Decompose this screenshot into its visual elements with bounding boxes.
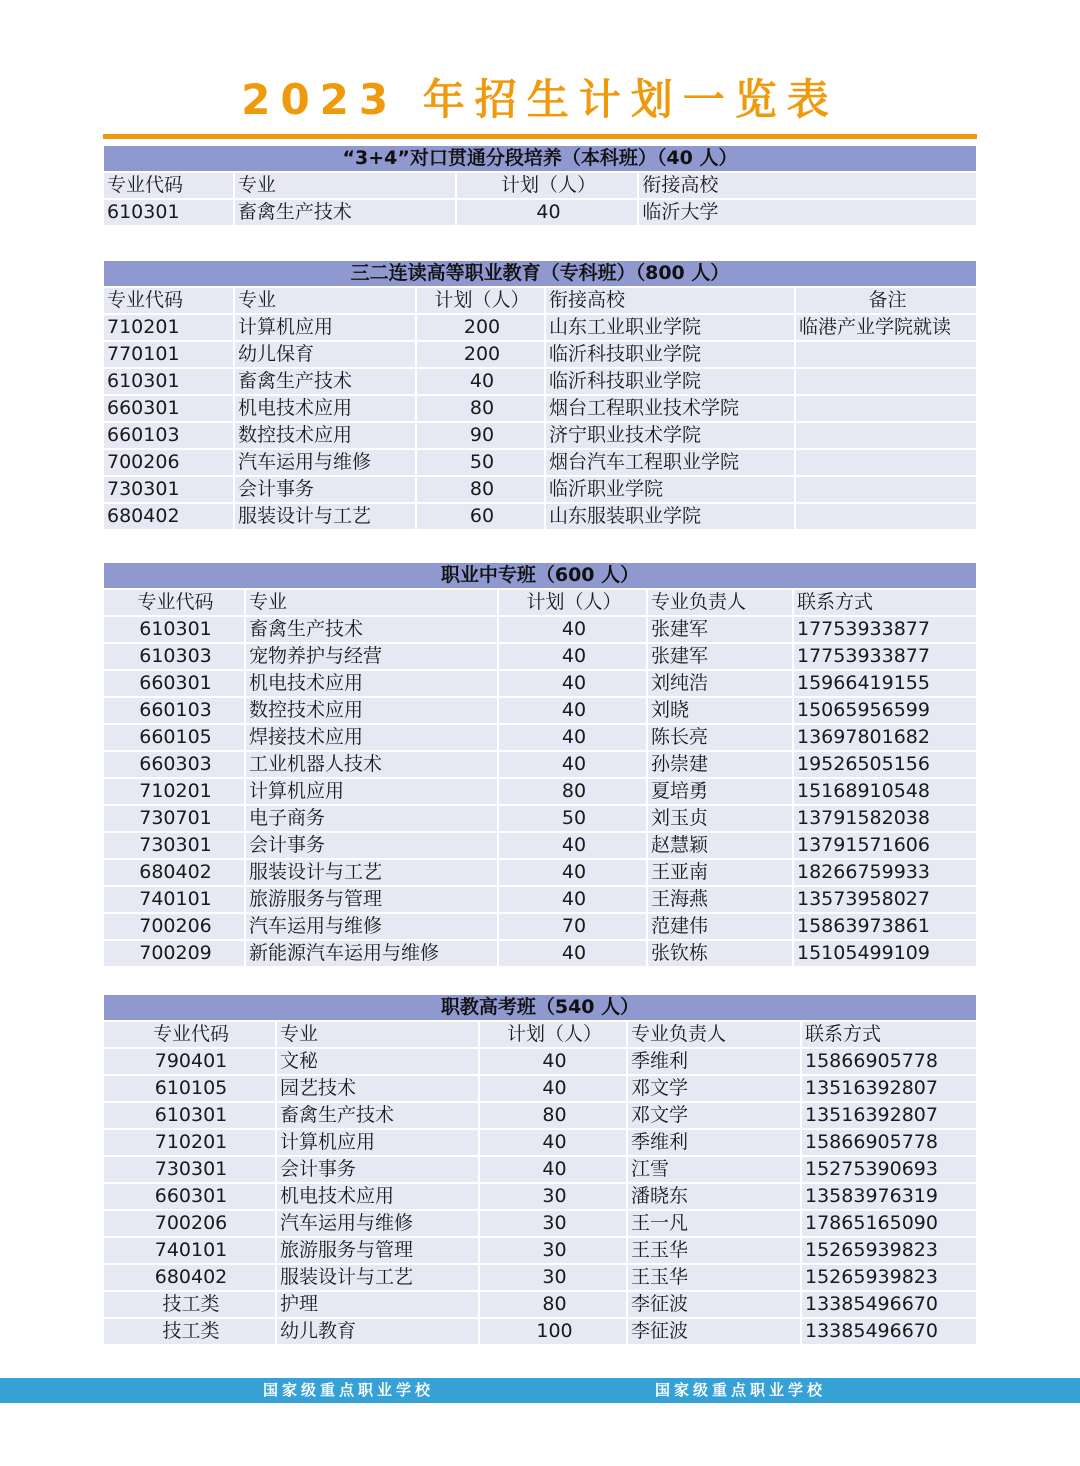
table-cell: 700206: [104, 1211, 275, 1236]
table-cell: 680402: [104, 860, 244, 885]
table-cell: 临港产业学院就读: [796, 315, 976, 340]
table-cell: 张建军: [648, 644, 792, 669]
table-cell: 临沂科技职业学院: [546, 369, 794, 394]
table-cell: 汽车运用与维修: [277, 1211, 478, 1236]
table-cell: 护理: [277, 1292, 478, 1317]
table-row: [104, 1157, 976, 1182]
table-cell: 660303: [104, 752, 244, 777]
table-cell: 电子商务: [246, 806, 497, 831]
table-row: [104, 887, 976, 912]
table-row: [104, 200, 976, 225]
table-cell: 610301: [104, 369, 233, 394]
table-cell: 季维利: [628, 1049, 800, 1074]
column-header: 专业代码: [104, 173, 233, 198]
table-cell: 710201: [104, 779, 244, 804]
table-cell: 770101: [104, 342, 233, 367]
table-cell: 17753933877: [794, 617, 976, 642]
table-cell: 50: [499, 806, 646, 831]
table-cell: [796, 342, 976, 367]
table-cell: 40: [480, 1076, 626, 1101]
table-row: [104, 833, 976, 858]
column-header: 专业: [235, 173, 455, 198]
table-cell: 40: [417, 369, 544, 394]
table-cell: 临沂职业学院: [546, 477, 794, 502]
column-header: 专业: [277, 1022, 478, 1047]
table-row: [104, 1103, 976, 1128]
table-cell: 15105499109: [794, 941, 976, 966]
section-heading: 职教高考班（540 人）: [104, 995, 976, 1020]
table-cell: 660103: [104, 423, 233, 448]
table-row: [104, 1130, 976, 1155]
table-cell: 服装设计与工艺: [246, 860, 497, 885]
table-row: [104, 752, 976, 777]
column-header: 计划（人）: [499, 590, 646, 615]
table-cell: 13573958027: [794, 887, 976, 912]
table-cell: 畜禽生产技术: [246, 617, 497, 642]
table-cell: 17753933877: [794, 644, 976, 669]
table-cell: 660103: [104, 698, 244, 723]
column-header: 专业代码: [104, 590, 244, 615]
table-cell: 660301: [104, 1184, 275, 1209]
table-cell: 计算机应用: [277, 1130, 478, 1155]
table-cell: 40: [499, 698, 646, 723]
table-row: [104, 725, 976, 750]
table-cell: 15966419155: [794, 671, 976, 696]
table-cell: 13385496670: [802, 1319, 976, 1344]
table-cell: 610303: [104, 644, 244, 669]
table-cell: 40: [499, 644, 646, 669]
table-cell: [796, 423, 976, 448]
table-cell: 730301: [104, 1157, 275, 1182]
section-heading: 三二连读高等职业教育（专科班）（800 人）: [104, 261, 976, 286]
table-cell: 会计事务: [235, 477, 415, 502]
table-cell: 技工类: [104, 1292, 275, 1317]
table-vocational-exam: [104, 995, 976, 1344]
table-cell: 畜禽生产技术: [235, 369, 415, 394]
table-cell: 40: [499, 860, 646, 885]
table-row: [104, 369, 976, 394]
table-cell: 潘晓东: [628, 1184, 800, 1209]
table-cell: 80: [480, 1103, 626, 1128]
table-cell: 200: [417, 315, 544, 340]
table-cell: 80: [417, 477, 544, 502]
column-header: 计划（人）: [480, 1022, 626, 1047]
column-header: 计划（人）: [417, 288, 544, 313]
table-cell: 文秘: [277, 1049, 478, 1074]
table-row: [104, 914, 976, 939]
table-cell: 200: [417, 342, 544, 367]
table-cell: 焊接技术应用: [246, 725, 497, 750]
table-cell: 王一凡: [628, 1211, 800, 1236]
table-row: [104, 860, 976, 885]
table-cell: 40: [499, 671, 646, 696]
table-row: [104, 806, 976, 831]
table-cell: 江雪: [628, 1157, 800, 1182]
table-cell: 服装设计与工艺: [277, 1265, 478, 1290]
table-cell: 幼儿保育: [235, 342, 415, 367]
table-cell: [796, 450, 976, 475]
table-cell: 90: [417, 423, 544, 448]
table-cell: 610301: [104, 617, 244, 642]
table-row: [104, 644, 976, 669]
table-cell: 610301: [104, 200, 233, 225]
table-cell: 计算机应用: [246, 779, 497, 804]
table-cell: 张钦栋: [648, 941, 792, 966]
table-cell: 王亚南: [648, 860, 792, 885]
table-cell: 15866905778: [802, 1049, 976, 1074]
table-row: [104, 1211, 976, 1236]
table-cell: 610301: [104, 1103, 275, 1128]
table-cell: 范建伟: [648, 914, 792, 939]
table-row: [104, 1076, 976, 1101]
table-cell: [796, 477, 976, 502]
table-cell: 790401: [104, 1049, 275, 1074]
table-cell: 技工类: [104, 1319, 275, 1344]
table-cell: [796, 396, 976, 421]
table-cell: 汽车运用与维修: [235, 450, 415, 475]
table-row: [104, 504, 976, 529]
table-cell: 山东工业职业学院: [546, 315, 794, 340]
table-cell: 13516392807: [802, 1076, 976, 1101]
column-header: 专业负责人: [628, 1022, 800, 1047]
table-row: [104, 477, 976, 502]
table-cell: 700206: [104, 914, 244, 939]
table-cell: 15863973861: [794, 914, 976, 939]
table-cell: [796, 504, 976, 529]
table-cell: 40: [499, 725, 646, 750]
table-cell: 50: [417, 450, 544, 475]
table-cell: 张建军: [648, 617, 792, 642]
table-cell: 660105: [104, 725, 244, 750]
table-cell: 15065956599: [794, 698, 976, 723]
column-header: 专业负责人: [648, 590, 792, 615]
page-title: 2023 年招生计划一览表: [241, 75, 839, 124]
header-row: [104, 590, 976, 615]
footer-banner: [0, 1378, 1080, 1403]
table-cell: 旅游服务与管理: [277, 1238, 478, 1263]
table-row: [104, 396, 976, 421]
table-cell: 30: [480, 1265, 626, 1290]
table-cell: 刘纯浩: [648, 671, 792, 696]
column-header: 联系方式: [802, 1022, 976, 1047]
table-row: [104, 1184, 976, 1209]
table-cell: 40: [499, 617, 646, 642]
table-row: [104, 423, 976, 448]
footer-label-left: 国家级重点职业学校: [263, 1381, 435, 1399]
table-cell: 13791582038: [794, 806, 976, 831]
table-row: [104, 941, 976, 966]
table-cell: 70: [499, 914, 646, 939]
table-cell: 13516392807: [802, 1103, 976, 1128]
table-cell: 17865165090: [802, 1211, 976, 1236]
table-cell: 19526505156: [794, 752, 976, 777]
table-cell: 13791571606: [794, 833, 976, 858]
column-header: 专业代码: [104, 288, 233, 313]
table-cell: 40: [499, 752, 646, 777]
table-cell: 740101: [104, 887, 244, 912]
table-cell: 会计事务: [277, 1157, 478, 1182]
table-cell: 畜禽生产技术: [277, 1103, 478, 1128]
table-cell: 680402: [104, 504, 233, 529]
table-cell: 数控技术应用: [246, 698, 497, 723]
table-row: [104, 342, 976, 367]
table-cell: 700206: [104, 450, 233, 475]
table-cell: 季维利: [628, 1130, 800, 1155]
table-cell: 会计事务: [246, 833, 497, 858]
table-cell: 15265939823: [802, 1265, 976, 1290]
table-cell: 13385496670: [802, 1292, 976, 1317]
table-cell: 30: [480, 1211, 626, 1236]
table-cell: 刘晓: [648, 698, 792, 723]
section-heading: “3+4”对口贯通分段培养（本科班）（40 人）: [104, 146, 976, 171]
table-cell: 新能源汽车运用与维修: [246, 941, 497, 966]
table-junior-college: [104, 261, 976, 529]
column-header: 备注: [796, 288, 976, 313]
table-cell: 13583976319: [802, 1184, 976, 1209]
table-cell: 赵慧颖: [648, 833, 792, 858]
table-cell: [796, 369, 976, 394]
table-cell: 夏培勇: [648, 779, 792, 804]
table-cell: 660301: [104, 671, 244, 696]
table-cell: 王海燕: [648, 887, 792, 912]
table-cell: 旅游服务与管理: [246, 887, 497, 912]
column-header: 专业代码: [104, 1022, 275, 1047]
footer-label-right: 国家级重点职业学校: [655, 1381, 827, 1399]
table-cell: 730701: [104, 806, 244, 831]
table-cell: 30: [480, 1238, 626, 1263]
table-cell: 机电技术应用: [277, 1184, 478, 1209]
table-cell: 孙崇建: [648, 752, 792, 777]
table-cell: 660301: [104, 396, 233, 421]
table-cell: 80: [480, 1292, 626, 1317]
table-row: [104, 315, 976, 340]
table-cell: 服装设计与工艺: [235, 504, 415, 529]
table-cell: 宠物养护与经营: [246, 644, 497, 669]
table-cell: 40: [480, 1157, 626, 1182]
table-cell: 济宁职业技术学院: [546, 423, 794, 448]
table-cell: 数控技术应用: [235, 423, 415, 448]
table-row: [104, 617, 976, 642]
table-cell: 临沂科技职业学院: [546, 342, 794, 367]
table-row: [104, 1319, 976, 1344]
section-heading: 职业中专班（600 人）: [104, 563, 976, 588]
table-cell: 15168910548: [794, 779, 976, 804]
column-header: 专业: [246, 590, 497, 615]
table-cell: 汽车运用与维修: [246, 914, 497, 939]
column-header: 专业: [235, 288, 415, 313]
table-cell: 15265939823: [802, 1238, 976, 1263]
table-cell: 18266759933: [794, 860, 976, 885]
table-cell: 刘玉贞: [648, 806, 792, 831]
table-cell: 机电技术应用: [246, 671, 497, 696]
table-cell: 730301: [104, 477, 233, 502]
table-row: [104, 1265, 976, 1290]
table-row: [104, 450, 976, 475]
table-undergraduate: [104, 146, 976, 225]
table-cell: 工业机器人技术: [246, 752, 497, 777]
table-cell: 园艺技术: [277, 1076, 478, 1101]
table-cell: 610105: [104, 1076, 275, 1101]
table-cell: 40: [480, 1130, 626, 1155]
table-row: [104, 779, 976, 804]
table-cell: 13697801682: [794, 725, 976, 750]
table-cell: 40: [480, 1049, 626, 1074]
table-row: [104, 1238, 976, 1263]
header-row: [104, 173, 976, 198]
table-cell: 机电技术应用: [235, 396, 415, 421]
table-row: [104, 671, 976, 696]
table-cell: 烟台汽车工程职业学院: [546, 450, 794, 475]
table-cell: 40: [457, 200, 638, 225]
table-cell: 邓文学: [628, 1076, 800, 1101]
table-cell: 计算机应用: [235, 315, 415, 340]
table-cell: 100: [480, 1319, 626, 1344]
table-cell: 40: [499, 941, 646, 966]
table-cell: 李征波: [628, 1292, 800, 1317]
table-cell: 王玉华: [628, 1238, 800, 1263]
table-cell: 710201: [104, 315, 233, 340]
header-row: [104, 1022, 976, 1047]
column-header: 联系方式: [794, 590, 976, 615]
title-divider: [103, 134, 977, 139]
table-cell: 幼儿教育: [277, 1319, 478, 1344]
table-cell: 40: [499, 887, 646, 912]
table-vocational-secondary: [104, 563, 976, 966]
header-row: [104, 288, 976, 313]
table-cell: 740101: [104, 1238, 275, 1263]
table-cell: 680402: [104, 1265, 275, 1290]
table-cell: 陈长亮: [648, 725, 792, 750]
table-cell: 700209: [104, 941, 244, 966]
table-cell: 30: [480, 1184, 626, 1209]
table-cell: 60: [417, 504, 544, 529]
table-cell: 临沂大学: [639, 200, 976, 225]
table-row: [104, 698, 976, 723]
table-cell: 730301: [104, 833, 244, 858]
column-header: 衔接高校: [546, 288, 794, 313]
table-row: [104, 1049, 976, 1074]
table-cell: 邓文学: [628, 1103, 800, 1128]
table-cell: 40: [499, 833, 646, 858]
table-cell: 畜禽生产技术: [235, 200, 455, 225]
table-cell: 李征波: [628, 1319, 800, 1344]
table-cell: 15275390693: [802, 1157, 976, 1182]
table-cell: 80: [499, 779, 646, 804]
table-cell: 15866905778: [802, 1130, 976, 1155]
column-header: 衔接高校: [639, 173, 976, 198]
column-header: 计划（人）: [457, 173, 638, 198]
table-cell: 80: [417, 396, 544, 421]
table-cell: 710201: [104, 1130, 275, 1155]
table-cell: 烟台工程职业技术学院: [546, 396, 794, 421]
table-row: [104, 1292, 976, 1317]
table-cell: 山东服装职业学院: [546, 504, 794, 529]
table-cell: 王玉华: [628, 1265, 800, 1290]
